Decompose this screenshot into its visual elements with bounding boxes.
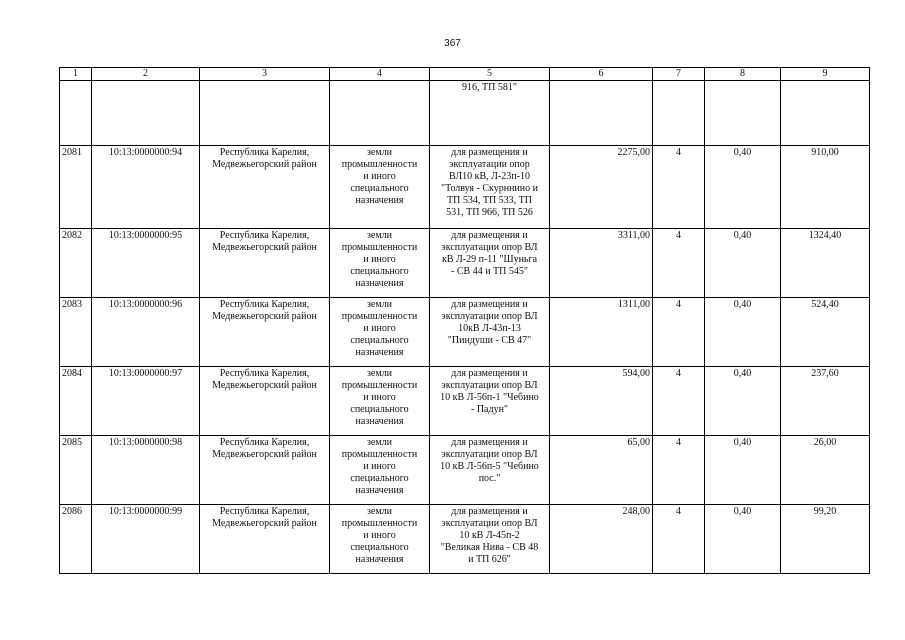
column-header: 3: [200, 68, 330, 81]
purpose-cell: для размещения и эксплуатации опор ВЛ 10кВ Л-43п-13 "Пиндуши - СВ 47": [441, 299, 538, 346]
area-cell: 65,00: [550, 436, 653, 505]
land-registry-table: [59, 67, 870, 574]
row-number-cell: 2084: [60, 367, 92, 436]
rate-cell: 0,40: [705, 436, 781, 505]
column-header: 7: [653, 68, 705, 81]
location-cell: Республика Карелия, Медвежьегорский район: [212, 506, 317, 529]
cadastral-number-cell: 10:13:0000000:97: [92, 367, 200, 436]
row-number-cell: 2086: [60, 505, 92, 574]
total-cell: 910,00: [781, 146, 870, 229]
area-cell: 2275,00: [550, 146, 653, 229]
total-cell: 99,20: [781, 505, 870, 574]
purpose-cell: 916, ТП 581": [462, 82, 517, 93]
table-row: [60, 229, 870, 298]
cadastral-number-cell: 10:13:0000000:96: [92, 298, 200, 367]
table-row: [60, 505, 870, 574]
cadastral-number-cell: 10:13:0000000:98: [92, 436, 200, 505]
row-number-cell: 2082: [60, 229, 92, 298]
column-header: 1: [60, 68, 92, 81]
column-7-cell: 4: [653, 367, 705, 436]
table-row-continuation: [60, 81, 870, 146]
rate-cell: 0,40: [705, 146, 781, 229]
land-category-cell: земли промышленности и иного специального назначения: [341, 437, 418, 496]
area-cell: 248,00: [550, 505, 653, 574]
land-category-cell: земли промышленности и иного специального назначения: [341, 368, 418, 427]
rate-cell: 0,40: [705, 298, 781, 367]
location-cell: Республика Карелия, Медвежьегорский район: [212, 230, 317, 253]
column-header: 2: [92, 68, 200, 81]
total-cell: 26,00: [781, 436, 870, 505]
area-cell: 594,00: [550, 367, 653, 436]
table-row: [60, 146, 870, 229]
cadastral-number-cell: 10:13:0000000:95: [92, 229, 200, 298]
column-header: 5: [430, 68, 550, 81]
purpose-cell: для размещения и эксплуатации опор ВЛ 10 кВ Л-45п-2 "Великая Нива - СВ 48 и ТП 626": [440, 506, 539, 565]
column-7-cell: 4: [653, 436, 705, 505]
row-number-cell: 2085: [60, 436, 92, 505]
location-cell: Республика Карелия, Медвежьегорский район: [212, 299, 317, 322]
cadastral-number-cell: 10:13:0000000:99: [92, 505, 200, 574]
column-7-cell: 4: [653, 229, 705, 298]
column-7-cell: 4: [653, 146, 705, 229]
land-category-cell: земли промышленности и иного специального назначения: [341, 230, 418, 289]
rate-cell: 0,40: [705, 229, 781, 298]
total-cell: 237,60: [781, 367, 870, 436]
land-category-cell: земли промышленности и иного специального назначения: [341, 506, 418, 565]
table-row: [60, 367, 870, 436]
purpose-cell: для размещения и эксплуатации опор ВЛ10 кВ, Л-23п-10 "Толвуя - Скурннино и ТП 534, ТП 533, ТП 531, ТП 966, ТП 526: [440, 147, 538, 218]
rate-cell: 0,40: [705, 505, 781, 574]
column-header: 6: [550, 68, 653, 81]
rate-cell: 0,40: [705, 367, 781, 436]
page-number: 367: [444, 38, 461, 49]
land-category-cell: земли промышленности и иного специального назначения: [341, 147, 418, 206]
column-header: 9: [781, 68, 870, 81]
purpose-cell: для размещения и эксплуатации опор ВЛ 10 кВ Л-56п-1 "Чебино - Падун": [440, 368, 539, 415]
area-cell: 1311,00: [550, 298, 653, 367]
location-cell: Республика Карелия, Медвежьегорский район: [212, 437, 317, 460]
location-cell: Республика Карелия, Медвежьегорский район: [212, 368, 317, 391]
row-number-cell: 2081: [60, 146, 92, 229]
total-cell: 524,40: [781, 298, 870, 367]
table-row: [60, 436, 870, 505]
column-7-cell: 4: [653, 298, 705, 367]
header-row: [60, 68, 870, 81]
location-cell: Республика Карелия, Медвежьегорский район: [212, 147, 317, 170]
purpose-cell: для размещения и эксплуатации опор ВЛ кВ Л-29 п-11 "Шуньга - СВ 44 и ТП 545": [441, 230, 538, 277]
column-header: 4: [330, 68, 430, 81]
area-cell: 3311,00: [550, 229, 653, 298]
cadastral-number-cell: 10:13:0000000:94: [92, 146, 200, 229]
column-7-cell: 4: [653, 505, 705, 574]
column-header: 8: [705, 68, 781, 81]
purpose-cell: для размещения и эксплуатации опор ВЛ 10 кВ Л-56п-5 "Чебино пос.": [440, 437, 539, 484]
row-number-cell: 2083: [60, 298, 92, 367]
total-cell: 1324,40: [781, 229, 870, 298]
land-category-cell: земли промышленности и иного специального назначения: [341, 299, 418, 358]
table-row: [60, 298, 870, 367]
